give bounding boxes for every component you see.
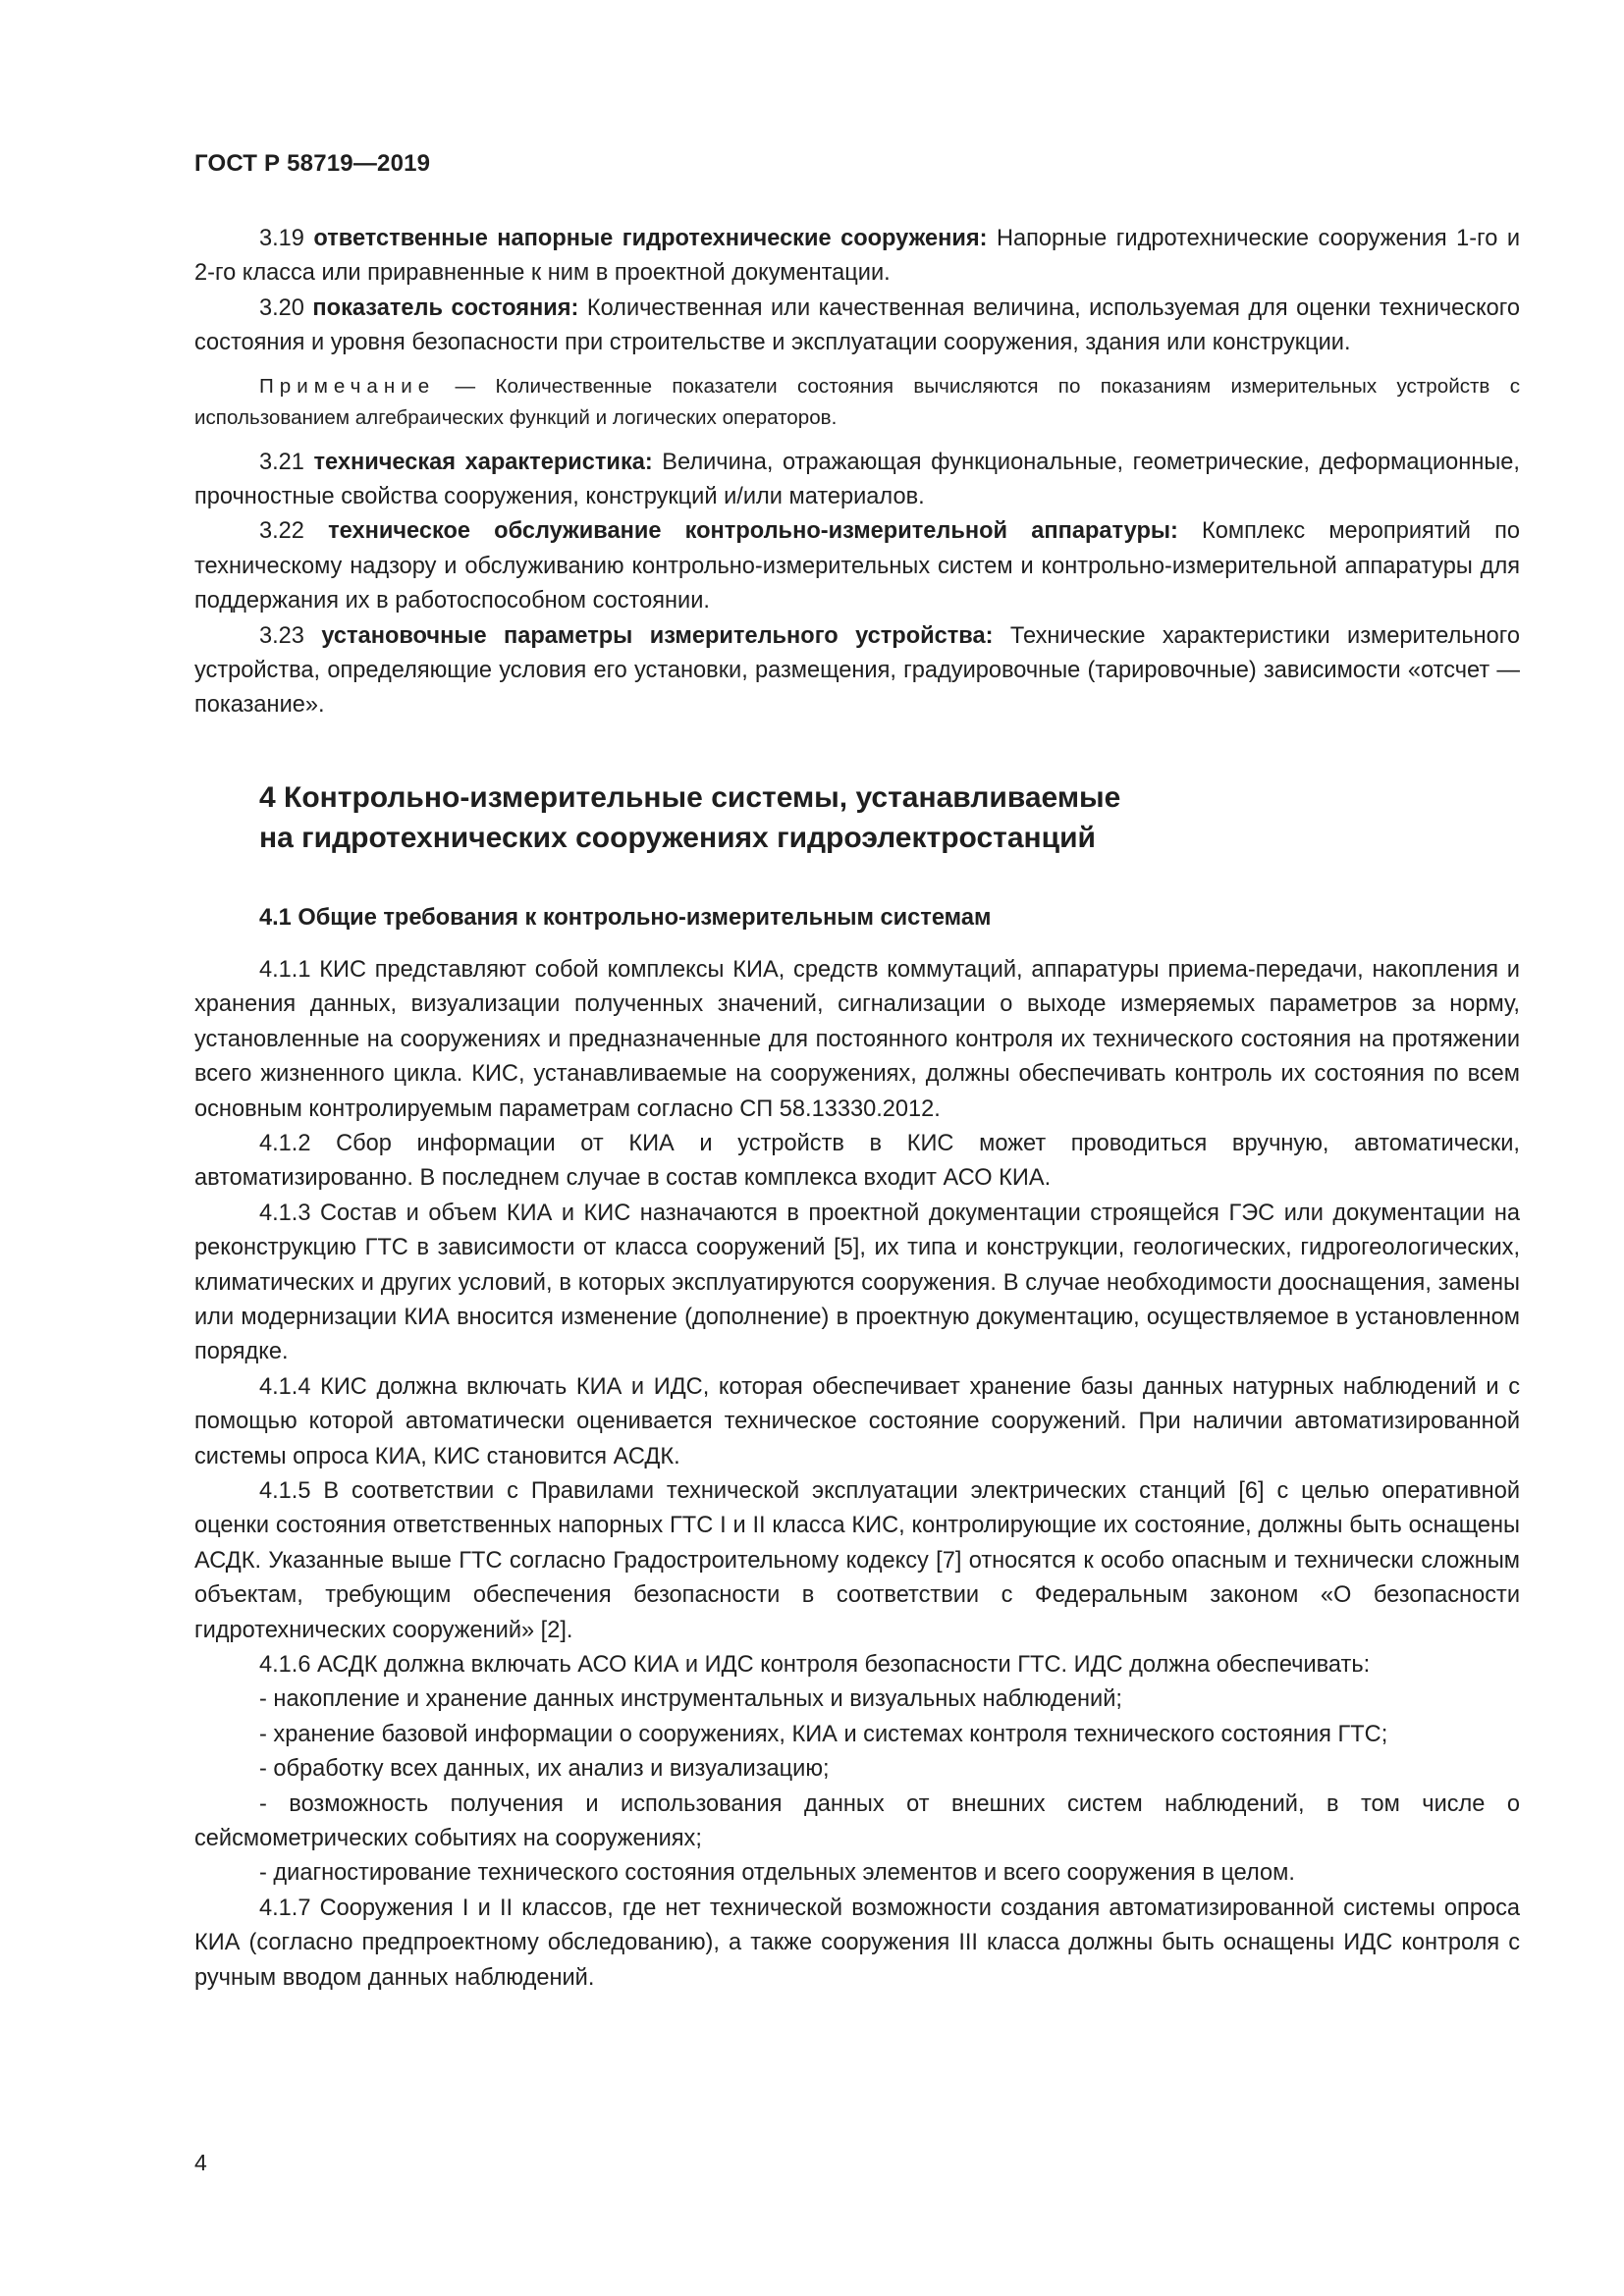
document-code-header: ГОСТ Р 58719—2019 <box>194 150 431 177</box>
term-title: техническое обслуживание контрольно-измерительной аппаратуры: <box>328 518 1178 545</box>
page-content <box>194 222 1520 1996</box>
term-number: 3.21 <box>259 449 304 475</box>
term-number: 3.22 <box>259 518 304 545</box>
section-title-line-1: 4 Контрольно-измерительные системы, устанавливаемые <box>259 780 1121 814</box>
paragraph-4-1-5: 4.1.5 В соответствии с Правилами технической эксплуатации электрических станций [6] с целью оперативной оценки состояния ответственных напорных ГТС I и II класса КИС, контролирующие их состояние, должны быть оснащены АСДК. Указанные выше ГТС согласно Градостроительному кодексу [7] относятся к особо опасным и технически сложным объектам, требующим обеспечения безопасности в соответствии с Федеральным законом «О безопасности гидротехнических сооружений» [2]. <box>194 1477 1520 1643</box>
term-3-20 <box>194 292 1520 361</box>
paragraph-4-1-4: 4.1.4 КИС должна включать КИА и ИДС, которая обеспечивает хранение базы данных натурных наблюдений и с помощью которой автоматически оценивается техническое состояние сооружений. При наличии автоматизированной системы опроса КИА, КИС становится АСДК. <box>194 1373 1520 1469</box>
term-title: показатель состояния: <box>312 294 579 321</box>
note-text: — Количественные показатели состояния вычисляются по показаниям измерительных устройств с использованием алгебраических функций и логических операторов. <box>194 374 1520 429</box>
term-3-23 <box>194 619 1520 723</box>
note <box>194 371 1520 434</box>
paragraph-4-1-6: 4.1.6 АСДК должна включать АСО КИА и ИДС контроля безопасности ГТС. ИДС должна обеспечивать: <box>259 1652 1371 1678</box>
term-title: техническая характеристика: <box>313 449 653 475</box>
list-item: - хранение базовой информации о сооружениях, КИА и системах контроля технического состояния ГТС; <box>259 1721 1388 1747</box>
list-item: - возможность получения и использования данных от внешних систем наблюдений, в том числе о сейсмометрических событиях на сооружениях; <box>194 1790 1520 1852</box>
subsection-4-1-title: 4.1 Общие требования к контрольно-измерительным системам <box>259 904 992 931</box>
term-title: ответственные напорные гидротехнические сооружения: <box>313 226 988 251</box>
paragraph-4-1-2: 4.1.2 Сбор информации от КИА и устройств в КИС может проводиться вручную, автоматически, автоматизированно. В последнем случае в состав комплекса входит АСО КИА. <box>194 1130 1520 1192</box>
term-number: 3.19 <box>259 226 304 251</box>
term-3-21 <box>194 446 1520 515</box>
page-number: 4 <box>194 2150 207 2175</box>
term-3-19 <box>194 222 1520 292</box>
list-item: - накопление и хранение данных инструментальных и визуальных наблюдений; <box>259 1686 1122 1713</box>
paragraph-4-1-7: 4.1.7 Сооружения I и II классов, где нет технической возможности создания автоматизированной системы опроса КИА (согласно предпроектному обследованию), а также сооружения III класса должны быть оснащены ИДС контроля с ручным вводом данных наблюдений. <box>194 1895 1520 1991</box>
term-definition: Комплекс мероприятий по техническому надзору и обслуживанию контрольно-измерительных систем и контрольно-измерительной аппаратуры для поддержания их в работоспособном состоянии. <box>194 518 1520 614</box>
list-item: - обработку всех данных, их анализ и визуализацию; <box>259 1756 830 1783</box>
term-title: установочные параметры измерительного устройства: <box>321 622 994 649</box>
section-4-title <box>259 777 1520 858</box>
list-item: - диагностирование технического состояния отдельных элементов и всего сооружения в целом. <box>259 1860 1295 1887</box>
section-title-line-2: на гидротехнических сооружениях гидроэлектростанций <box>259 821 1096 854</box>
paragraph-4-1-3: 4.1.3 Состав и объем КИА и КИС назначаются в проектной документации строящейся ГЭС или документации на реконструкцию ГТС в зависимости от класса сооружений [5], их типа и конструкции, геологических, гидрогеологических, климатических и других условий, в которых эксплуатируются сооружения. В случае необходимости дооснащения, замены или модернизации КИА вносится изменение (дополнение) в проектную документацию, осуществляемое в установленном порядке. <box>194 1200 1520 1365</box>
term-definition: Величина, отражающая функциональные, геометрические, деформационные, прочностные свойства сооружения, конструкций и/или материалов. <box>194 449 1520 510</box>
term-definition: Технические характеристики измерительного устройства, определяющие условия его установки, размещения, градуировочные (тарировочные) зависимости «отсчет — показание». <box>194 622 1520 719</box>
term-3-22 <box>194 514 1520 618</box>
term-definition: Количественная или качественная величина, используемая для оценки технического состояния и уровня безопасности при строительстве и эксплуатации сооружения, здания или конструкции. <box>194 294 1520 356</box>
term-number: 3.20 <box>259 294 304 321</box>
paragraph-4-1-1: 4.1.1 КИС представляют собой комплексы КИА, средств коммутаций, аппаратуры приема-передачи, накопления и хранения данных, визуализации полученных значений, сигнализации о выходе измеряемых параметров за норму, установленные на сооружениях и предназначенные для постоянного контроля их технического состояния на протяжении всего жизненного цикла. КИС, устанавливаемые на сооружениях, должны обеспечивать контроль их состояния по всем основным контролируемым параметрам согласно СП 58.13330.2012. <box>194 956 1520 1122</box>
note-label: Примечание <box>259 374 436 398</box>
term-definition: Напорные гидротехнические сооружения 1-го и 2-го класса или приравненные к ним в проектной документации. <box>194 226 1521 287</box>
term-number: 3.23 <box>259 622 304 649</box>
